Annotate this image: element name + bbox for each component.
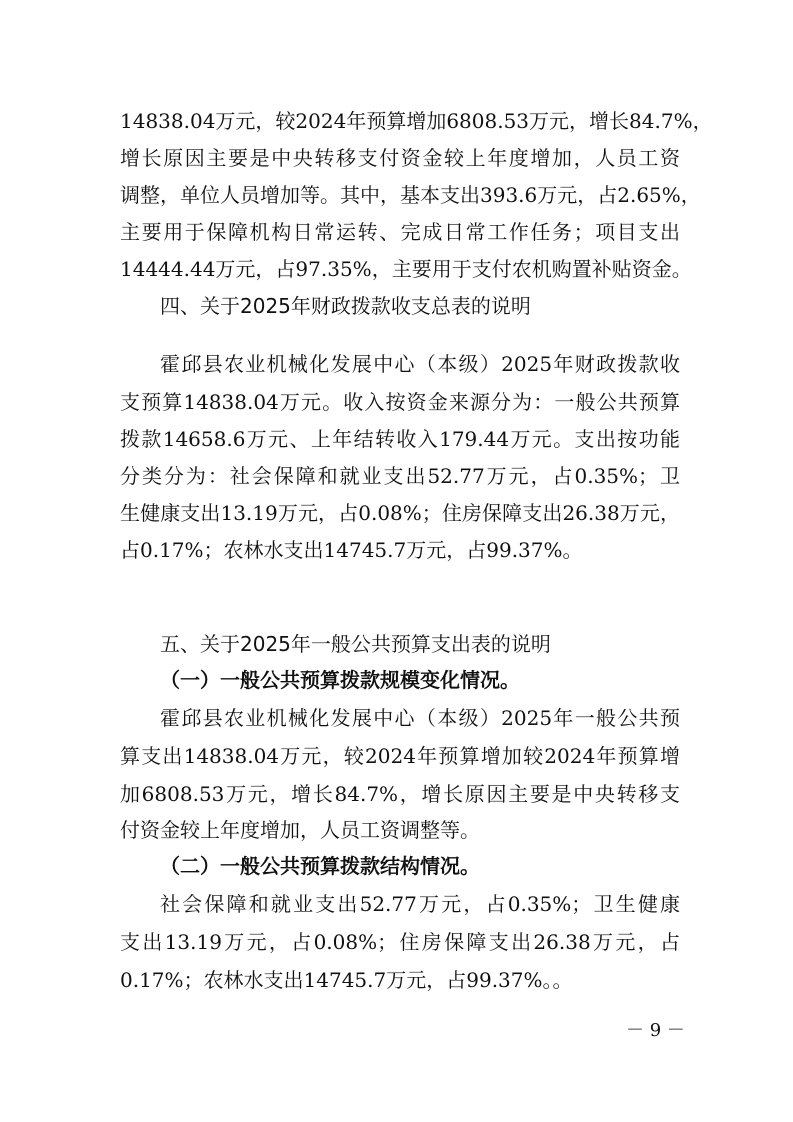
paragraph-line: 增长原因主要是中央转移支付资金较上年度增加，人员工资 (120, 146, 680, 170)
page-number: － 9 － (626, 1020, 685, 1041)
paragraph-line: 生健康支出13.19万元，占0.08%；住房保障支出26.38万元， (120, 501, 680, 525)
subsection-heading-1: （一）一般公共预算拨款规模变化情况。 (160, 668, 520, 692)
paragraph-line: 霍邱县农业机械化发展中心（本级）2025年财政拨款收 (160, 352, 680, 376)
paragraph-line: 主要用于保障机构日常运转、完成日常工作任务；项目支出 (120, 220, 680, 244)
paragraph-line: 社会保障和就业支出52.77万元，占0.35%；卫生健康 (160, 892, 680, 916)
section-heading-5: 五、关于2025年一般公共预算支出表的说明 (160, 632, 551, 656)
paragraph-line: 拨款14658.6万元、上年结转收入179.44万元。支出按功能 (120, 427, 680, 451)
subsection-heading-2: （二）一般公共预算拨款结构情况。 (160, 854, 480, 878)
paragraph-line: 0.17%；农林水支出14745.7万元，占99.37%。。 (120, 968, 573, 992)
paragraph-line: 加6808.53万元，增长84.7%，增长原因主要是中央转移支 (120, 782, 680, 806)
paragraph-line: 霍邱县农业机械化发展中心（本级）2025年一般公共预 (160, 706, 680, 730)
paragraph-line: 分类分为：社会保障和就业支出52.77万元，占0.35%；卫 (120, 464, 680, 488)
section-heading-4: 四、关于2025年财政拨款收支总表的说明 (160, 294, 531, 318)
paragraph-line: 算支出14838.04万元，较2024年预算增加较2024年预算增 (120, 744, 680, 768)
paragraph-line: 支预算14838.04万元。收入按资金来源分为：一般公共预算 (120, 390, 680, 414)
paragraph-line: 支出13.19万元，占0.08%；住房保障支出26.38万元，占 (120, 930, 680, 954)
paragraph-line: 占0.17%；农林水支出14745.7万元，占99.37%。 (120, 538, 583, 562)
paragraph-line: 14838.04万元，较2024年预算增加6808.53万元，增长84.7%， (120, 109, 713, 133)
paragraph-line: 14444.44万元，占97.35%，主要用于支付农机购置补贴资金。 (120, 257, 692, 281)
paragraph-line: 付资金较上年度增加，人员工资调整等。 (120, 818, 480, 842)
paragraph-line: 调整，单位人员增加等。其中，基本支出393.6万元，占2.65%， (120, 183, 701, 207)
